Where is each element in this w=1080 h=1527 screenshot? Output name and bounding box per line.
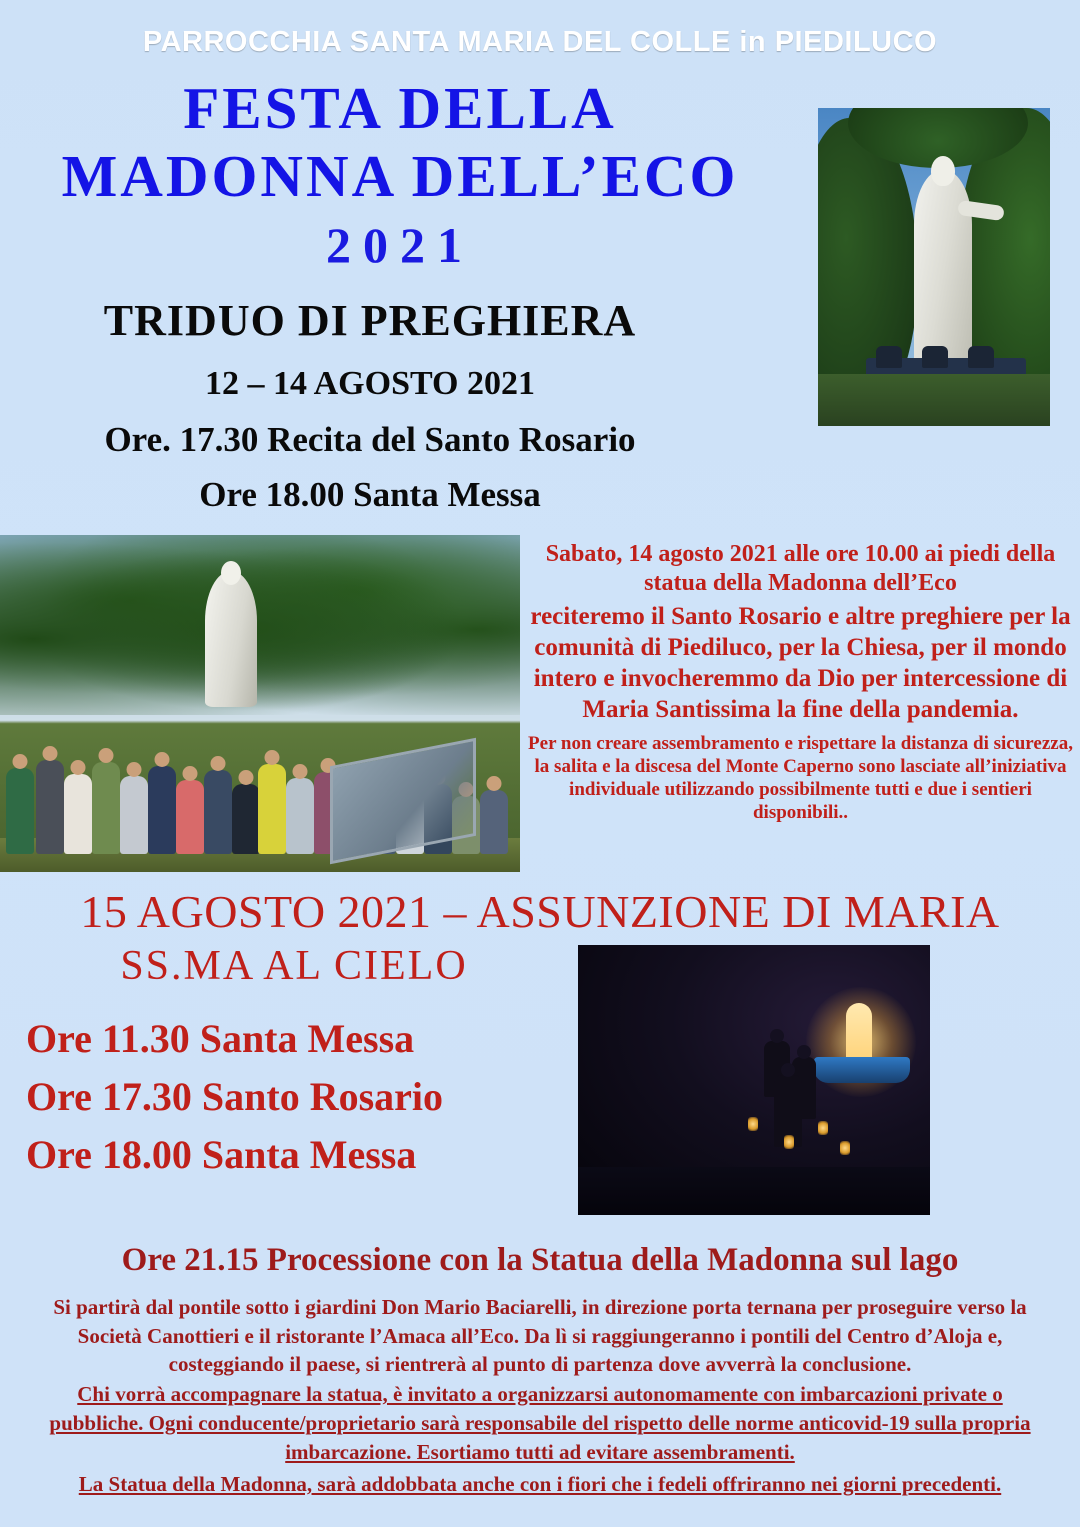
- august15-time-2: Ore 17.30 Santo Rosario: [26, 1074, 444, 1119]
- triduo-heading: TRIDUO DI PREGHIERA: [103, 296, 637, 345]
- madonna-statue-photo: [818, 108, 1050, 426]
- photo-lamp-3: [968, 346, 994, 368]
- august15-title: 15 AGOSTO 2021 – ASSUNZIONE DI MARIA: [80, 886, 1000, 937]
- group-person: [286, 778, 314, 854]
- group-person: [6, 768, 34, 854]
- night-lamp: [748, 1117, 758, 1131]
- night-lamp: [818, 1121, 828, 1135]
- night-water: [578, 1167, 930, 1215]
- triduo-rosary-time: Ore. 17.30 Recita del Santo Rosario: [104, 420, 636, 459]
- group-person: [480, 790, 508, 854]
- photo-lamp-1: [876, 346, 902, 368]
- night-lake-procession-photo: [578, 945, 930, 1215]
- group-photo-statue-head: [221, 561, 241, 585]
- night-lamp: [784, 1135, 794, 1149]
- photo-lamp-2: [922, 346, 948, 368]
- august15-time-3: Ore 18.00 Santa Messa: [26, 1132, 417, 1177]
- title-line-2: MADONNA DELL’ECO: [61, 143, 739, 210]
- title-line-1: FESTA DELLA: [183, 75, 617, 141]
- procession-notice: Chi vorrà accompagnare la statua, è invitato a organizzarsi autonomamente con imbarcazioni private o pubbliche. Ogni conducente/proprietario sarà responsabile del rispetto delle norme anticovid-19 sulla propria imbarcazione. Esortiamo tutti ad evitare assembramenti.: [49, 1382, 1031, 1464]
- saturday-notice: [528, 540, 1073, 824]
- triduo-mass-time: Ore 18.00 Santa Messa: [199, 475, 541, 514]
- saturday-small-print: Per non creare assembramento e rispettare la distanza di sicurezza, la salita e la discesa del Monte Caperno sono lasciate all’iniziativa individuale utilizzando possibilmente tutti e due i sentieri disponibili..: [528, 732, 1073, 824]
- night-statue: [846, 1003, 872, 1065]
- group-person: [92, 762, 120, 854]
- august15-subtitle: SS.MA AL CIELO: [120, 943, 468, 989]
- triduo-dates: 12 – 14 AGOSTO 2021: [205, 365, 535, 402]
- group-person: [36, 760, 64, 854]
- night-boat: [814, 1057, 910, 1083]
- group-person: [204, 770, 232, 854]
- parish-header: PARROCCHIA SANTA MARIA DEL COLLE in PIEDILUCO: [142, 26, 938, 58]
- title-year: 2021: [326, 217, 474, 274]
- poster-title: [0, 75, 800, 274]
- photo-ground: [818, 374, 1050, 426]
- group-person: [176, 780, 204, 854]
- procession-final-note: La Statua della Madonna, sarà addobbata anche con i fiori che i fedeli offriranno nei giorni precedenti.: [78, 1472, 1002, 1496]
- august15-times: [26, 1010, 566, 1184]
- saturday-body: reciteremo il Santo Rosario e altre preghiere per la comunità di Piediluco, per la Chiesa, per il mondo intero e invocheremmo da Dio per intercessione di Maria Santissima la fine della pandemia.: [530, 602, 1071, 724]
- night-lamp: [840, 1141, 850, 1155]
- group-person: [64, 774, 92, 854]
- photo-statue-head: [931, 156, 955, 186]
- group-person: [120, 776, 148, 854]
- saturday-lead: Sabato, 14 agosto 2021 alle ore 10.00 ai piedi della statua della Madonna dell’Eco: [545, 541, 1056, 597]
- group-person: [232, 784, 260, 854]
- pilgrims-group-photo: [0, 535, 520, 872]
- august15-time-1: Ore 11.30 Santa Messa: [26, 1016, 415, 1061]
- procession-body: Si partirà dal pontile sotto i giardini Don Mario Baciarelli, in direzione porta ternana per proseguire verso la Società Canottieri e il ristorante l’Amaca all’Eco. Da lì si raggiungeranno i pontili del Centro d’Aloja e, costeggiando il paese, si rientrerà al punto di partenza dove avverrà la conclusione.: [53, 1295, 1027, 1377]
- procession-title: Ore 21.15 Processione con la Statua della Madonna sul lago: [121, 1242, 959, 1278]
- group-person: [148, 766, 176, 854]
- group-person: [258, 764, 286, 854]
